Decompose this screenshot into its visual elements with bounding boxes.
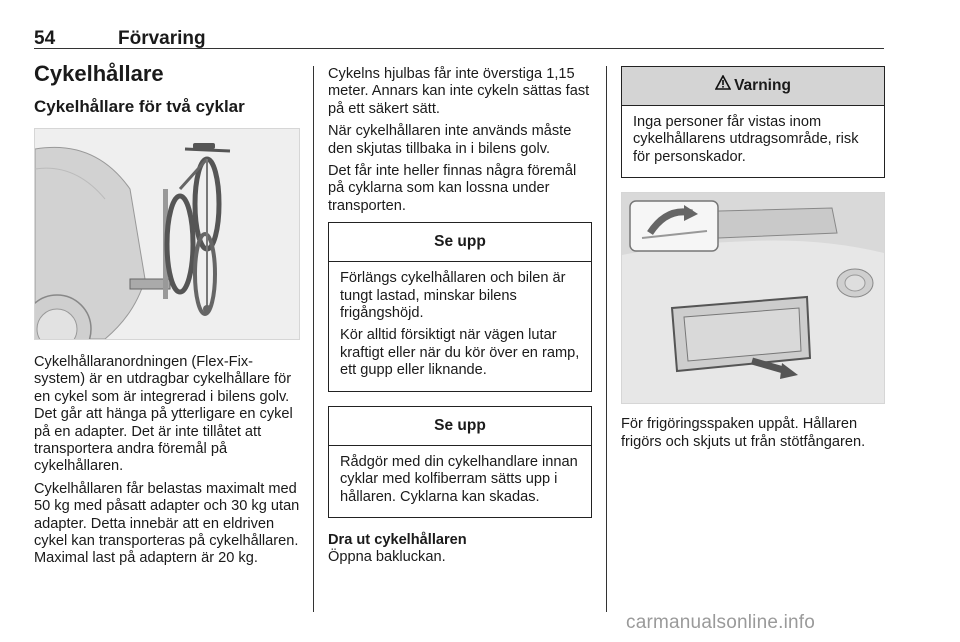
caution-text: Kör alltid försiktigt när vägen lutar kraftigt eller när du kör över en ramp, ett gupp eller liknande. [340, 327, 580, 379]
caution-title: Se upp [329, 223, 591, 262]
warning-header [622, 67, 884, 106]
chapter-title: Förvaring [118, 28, 206, 49]
page-number: 54 [34, 28, 56, 49]
column-2 [328, 66, 592, 572]
paragraph: Cykelns hjulbas får inte överstiga 1,15 meter. Annars kan inte cykeln sättas fast på ett säkert sätt. [328, 66, 590, 117]
watermark: carmanualsonline.info [626, 612, 816, 633]
section-title: Cykelhållare [34, 61, 164, 86]
section-heading: Dra ut cykelhållaren [328, 531, 467, 548]
paragraph: Cykelhållaranordningen (Flex-Fix-system) är en utdragbar cykelhållare för en cykel som är integrerad i bilens golv. Det går att hänga på ytterligare en cykel på en adapter. Det är inte tillåtet att transportera andra föremål på cykelhållaren. [34, 354, 293, 475]
bumper-release-illustration [621, 192, 885, 404]
caution-title: Se upp [329, 407, 591, 446]
page-header [34, 26, 884, 49]
column-divider [606, 66, 607, 612]
column-divider [313, 66, 314, 612]
paragraph: Cykelhållaren får belastas maximalt med 50 kg med påsatt adapter och 30 kg utan adapter. Detta innebär att en eldriven cykel kan transporteras på cykelhållaren. Maximal last på adaptern är 20 kg. [34, 480, 300, 567]
figure-caption: För frigöringsspaken uppåt. Hållaren frigörs och skjuts ut från stötfångaren. [621, 416, 866, 450]
warning-triangle-icon [715, 67, 731, 105]
paragraph: När cykelhållaren inte används måste den skjutas tillbaka in i bilens golv. [328, 123, 572, 157]
column-1 [34, 60, 300, 573]
caution-box [328, 222, 592, 391]
paragraph: Det får inte heller finnas några föremål på cyklarna som kan lossna under transporten. [328, 163, 577, 214]
caution-text: Förlängs cykelhållaren och bilen är tungt lastad, minskar bilens frigångshöjd. [340, 270, 566, 322]
warning-box [621, 66, 885, 178]
section-subtitle: Cykelhållare för två cyklar [34, 97, 245, 116]
warning-text: Inga personer får vistas inom cykelhållarens utdragsområde, risk för personskador. [633, 114, 859, 165]
caution-box [328, 406, 592, 518]
warning-title: Varning [734, 77, 791, 95]
column-3 [621, 66, 885, 456]
paragraph: Öppna bakluckan. [328, 549, 446, 566]
caution-text: Rådgör med din cykelhandlare innan cyklar med kolfiberram sätts upp i hållaren. Cyklarna kan skadas. [340, 453, 578, 505]
bike-carrier-illustration [34, 128, 300, 340]
